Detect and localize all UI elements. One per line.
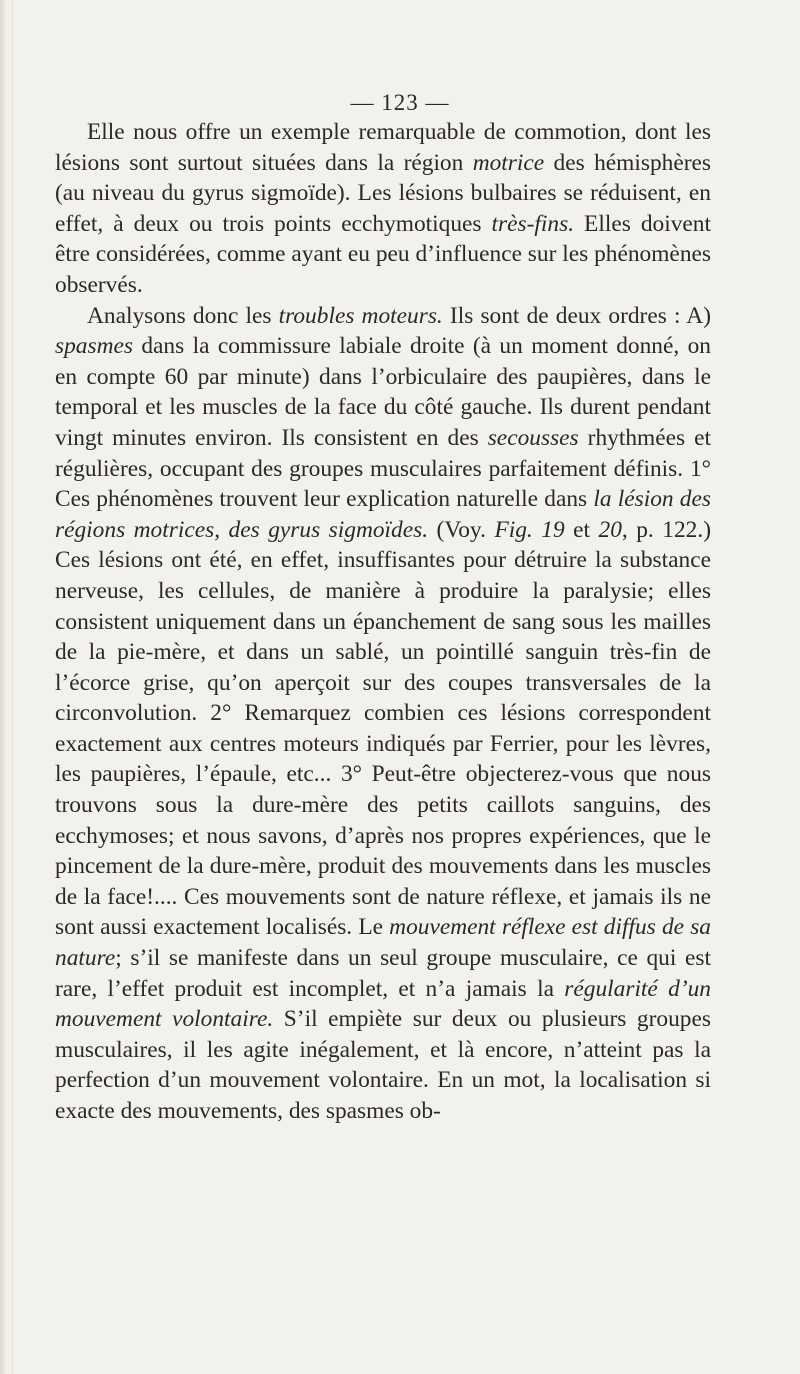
text-run: ; s’il se manifeste dans un seul groupe musculaire, ce qui est rare, l’effet produit est incomplet, et n’a jamais la [55, 945, 711, 1002]
text-run: (Voy. [428, 516, 495, 543]
page-number: — 123 — [350, 90, 450, 115]
paragraph-commotion [55, 117, 711, 301]
text-run-italic: régularité d’un mouvement volontaire. [55, 975, 711, 1033]
text-run: dans la commissure labiale droite (à un moment donné, on en compte 60 par minute) dans l’orbiculaire des paupières, dans le temporal et les muscles de la face du côté gauche. Ils durent pendant vingt minutes environ. Ils consistent en des [55, 333, 711, 451]
text-run: des hémisphères (au niveau du gyrus sigmoïde). Les lésions bulbaires se réduisent, en effet, à deux ou trois points ecchymotiques [55, 149, 711, 237]
body-text [55, 117, 711, 1127]
text-run: , p. 122.) Ces lésions ont été, en effet, insuffisantes pour détruire la substance nerveuse, les cellules, de manière à produire la paralysie; elles consistent uniquement dans un épanchement de sang sous les mailles de la pie-mère, et dans un sablé, un pointillé sanguin très-fin de l’écorce grise, qu’on aperçoit sur des coupes transversales de la circonvolution. 2° Remarquez combien ces lésions correspondent exactement aux centres moteurs indiqués par Ferrier, pour les lèvres, les paupières, l’épaule, etc... 3° Peut-être objecterez-vous que nous trouvons sous la dure-mère des petits caillots sanguins, des ecchymoses; et nous savons, d’après nos propres expériences, que le pincement de la dure-mère, produit des mouvements dans les muscles de la face!.... Ces mouvements sont de nature réflexe, et jamais ils ne sont aussi exactement localisés. Le [55, 516, 711, 941]
text-run: Elle nous offre un exemple remarquable de commotion, dont les lésions sont surtout situées dans la région [55, 119, 711, 176]
text-run: Analysons donc les [87, 302, 279, 329]
text-run-italic: spasmes [55, 333, 133, 360]
text-run-italic: secousses [487, 424, 579, 451]
page-edge [0, 0, 6, 1374]
text-run-italic: très-fins. [491, 210, 575, 237]
text-run-italic: la lésion des régions motrices, des gyrus sigmoïdes. [55, 486, 711, 543]
text-run: rhythmées et régulières, occupant des groupes musculaires parfaitement définis. 1° Ces phénomènes trouvent leur explication naturelle dans [55, 424, 711, 513]
text-run: Ils sont de deux ordres : A) [442, 302, 711, 329]
text-run-italic: troubles moteurs. [278, 302, 443, 329]
text-run: Elles doivent être considérées, comme ayant eu peu d’influence sur les phénomènes observés. [55, 210, 711, 298]
text-run: et [564, 516, 599, 543]
text-run: S’il empiète sur deux ou plusieurs groupes musculaires, il les agite inégalement, et là encore, n’atteint pas la perfection d’un mouvement volontaire. En un mot, la localisation si exacte des mouvements, des spasmes ob- [55, 1006, 711, 1124]
page-edge-line [12, 0, 13, 1374]
figure-reference: Fig. 19 [494, 516, 565, 543]
paragraph-troubles-moteurs [55, 301, 711, 1127]
text-run-italic: motrice [472, 149, 545, 176]
figure-reference: 20 [598, 516, 622, 543]
text-run-italic: mouvement réflexe est diffus de sa nature [55, 914, 711, 972]
